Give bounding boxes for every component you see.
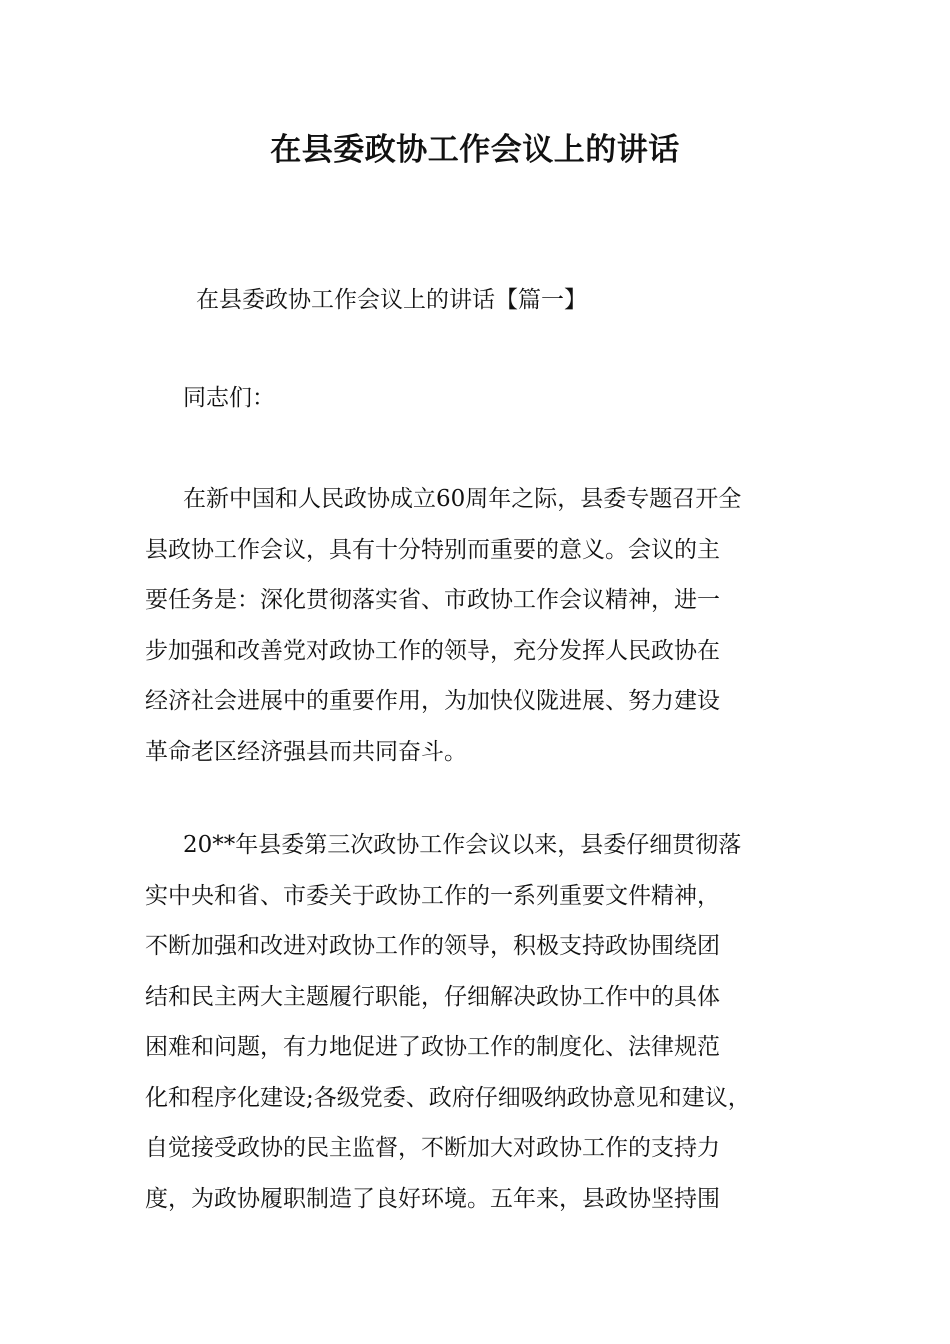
text-line: 结和民主两大主题履行职能，仔细解决政协工作中的具体: [145, 983, 720, 1010]
body-paragraph-1: [145, 474, 815, 777]
text-line: 困难和问题，有力地促进了政协工作的制度化、法律规范: [145, 1034, 720, 1060]
salutation: 同志们：: [183, 385, 275, 411]
document-subtitle: 在县委政协工作会议上的讲话【篇一】: [196, 287, 587, 313]
text-line: 革命老区经济强县而共同奋斗。: [145, 738, 467, 765]
text-line: 实中央和省、市委关于政协工作的一系列重要文件精神，: [145, 882, 720, 909]
text-line: 步加强和改善党对政协工作的领导，充分发挥人民政协在: [145, 637, 720, 664]
text-line: 自觉接受政协的民主监督，不断加大对政协工作的支持力: [145, 1135, 720, 1161]
text-line: 20**年县委第三次政协工作会议以来，县委仔细贯彻落: [183, 832, 742, 858]
text-line: 度，为政协履职制造了良好环境。五年来，县政协坚持围: [145, 1185, 720, 1212]
body-paragraph-2: [145, 820, 815, 1224]
text-line: 经济社会进展中的重要作用，为加快仪陇进展、努力建设: [145, 688, 720, 714]
text-line: 县政协工作会议，具有十分特别而重要的意义。会议的主: [145, 536, 720, 563]
text-line: 不断加强和改进对政协工作的领导，积极支持政协围绕团: [145, 933, 720, 959]
document-title: 在县委政协工作会议上的讲话: [270, 132, 680, 168]
text-line: 在新中国和人民政协成立60周年之际，县委专题召开全: [183, 486, 742, 512]
text-line: 化和程序化建设;各级党委、政府仔细吸纳政协意见和建议，: [145, 1084, 751, 1111]
text-line: 要任务是：深化贯彻落实省、市政协工作会议精神，进一: [145, 587, 720, 613]
